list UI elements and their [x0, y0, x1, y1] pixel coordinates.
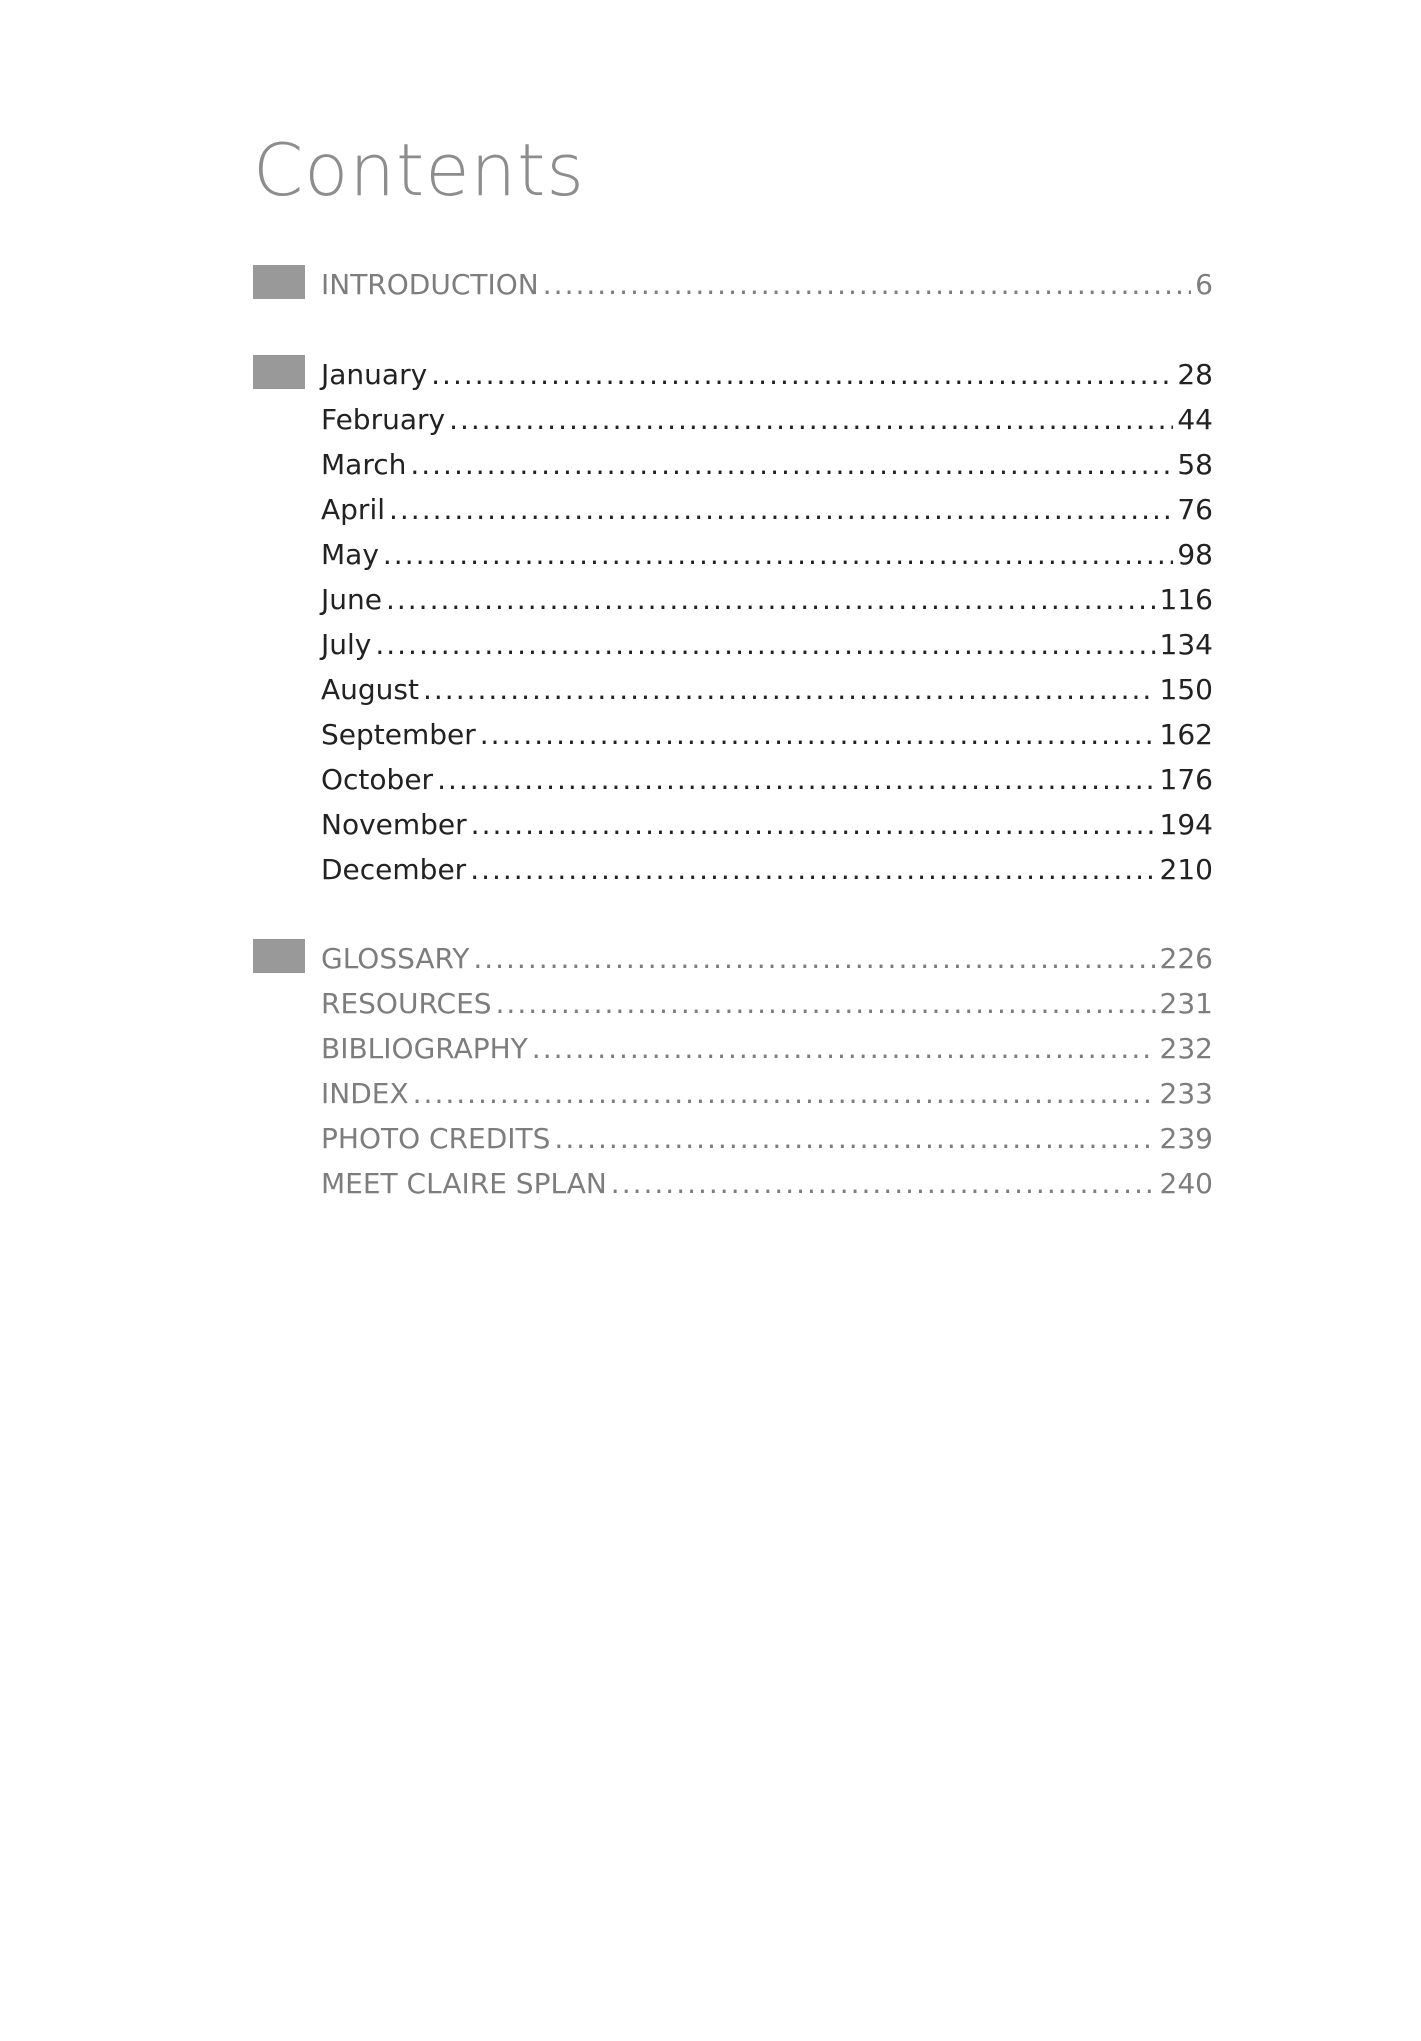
leader-dots — [449, 397, 1173, 442]
leader-dots — [437, 757, 1155, 802]
leader-dots — [413, 1071, 1156, 1116]
toc-entry-february[interactable] — [321, 397, 1213, 442]
leader-dots — [496, 981, 1156, 1026]
toc-entry-october[interactable] — [321, 757, 1213, 802]
leader-dots — [470, 847, 1155, 892]
toc-entry-label: RESOURCES — [321, 987, 492, 1020]
toc-entry-label: April — [321, 493, 385, 526]
toc-entry-label: August — [321, 673, 419, 706]
leader-dots — [389, 487, 1173, 532]
toc-entry-label: INDEX — [321, 1077, 409, 1110]
toc-entry-resources[interactable] — [321, 981, 1213, 1026]
toc-entry-label: November — [321, 808, 467, 841]
toc-entry-photo-credits[interactable] — [321, 1116, 1213, 1161]
toc-entry-november[interactable] — [321, 802, 1213, 847]
toc-entries — [321, 262, 1213, 307]
toc-entry-page: 176 — [1159, 763, 1213, 796]
leader-dots — [431, 352, 1173, 397]
leader-dots — [423, 667, 1156, 712]
toc-entry-label: September — [321, 718, 476, 751]
toc-entry-page: 76 — [1177, 493, 1213, 526]
toc-entry-april[interactable] — [321, 487, 1213, 532]
toc-entry-label: October — [321, 763, 434, 796]
toc-entry-page: 162 — [1159, 718, 1213, 751]
leader-dots — [473, 936, 1155, 981]
section-marker — [253, 265, 305, 299]
toc-entry-may[interactable] — [321, 532, 1213, 577]
toc-entry-page: 98 — [1177, 538, 1213, 571]
toc-entry-label: May — [321, 538, 379, 571]
toc-entry-september[interactable] — [321, 712, 1213, 757]
toc-entry-page: 194 — [1159, 808, 1213, 841]
toc-entries — [321, 936, 1213, 1206]
toc-entry-page: 116 — [1159, 583, 1213, 616]
toc-entry-label: INTRODUCTION — [321, 268, 539, 301]
toc-entry-page: 6 — [1195, 268, 1213, 301]
toc-entry-meet-claire-splan[interactable] — [321, 1161, 1213, 1206]
leader-dots — [480, 712, 1156, 757]
leader-dots — [611, 1161, 1156, 1206]
section-marker — [253, 355, 305, 389]
toc-entry-page: 210 — [1159, 853, 1213, 886]
toc-entry-index[interactable] — [321, 1071, 1213, 1116]
toc-entry-label: BIBLIOGRAPHY — [321, 1032, 528, 1065]
toc-entry-page: 58 — [1177, 448, 1213, 481]
toc-entry-page: 134 — [1159, 628, 1213, 661]
toc-entry-july[interactable] — [321, 622, 1213, 667]
toc-entry-page: 226 — [1159, 942, 1213, 975]
leader-dots — [383, 532, 1173, 577]
toc-entry-december[interactable] — [321, 847, 1213, 892]
toc-entry-label: March — [321, 448, 407, 481]
leader-dots — [554, 1116, 1155, 1161]
toc-entry-page: 150 — [1159, 673, 1213, 706]
toc-entry-introduction[interactable] — [321, 262, 1213, 307]
toc-entry-page: 240 — [1159, 1167, 1213, 1200]
toc-entry-glossary[interactable] — [321, 936, 1213, 981]
toc-entry-page: 233 — [1159, 1077, 1213, 1110]
toc-entry-page: 28 — [1177, 358, 1213, 391]
toc-entry-label: February — [321, 403, 446, 436]
leader-dots — [532, 1026, 1156, 1071]
toc-entry-label: December — [321, 853, 467, 886]
toc-entry-label: MEET CLAIRE SPLAN — [321, 1167, 607, 1200]
toc-entry-january[interactable] — [321, 352, 1213, 397]
toc-entry-label: GLOSSARY — [321, 942, 470, 975]
toc-entry-march[interactable] — [321, 442, 1213, 487]
section-marker — [253, 939, 305, 973]
toc-entry-june[interactable] — [321, 577, 1213, 622]
toc-entry-label: June — [321, 583, 382, 616]
toc-entry-page: 232 — [1159, 1032, 1213, 1065]
toc-entry-bibliography[interactable] — [321, 1026, 1213, 1071]
toc-entry-page: 231 — [1159, 987, 1213, 1020]
leader-dots — [410, 442, 1173, 487]
leader-dots — [543, 262, 1191, 307]
page-title: Contents — [253, 128, 585, 212]
leader-dots — [471, 802, 1156, 847]
toc-entry-page: 44 — [1177, 403, 1213, 436]
toc-entry-label: January — [321, 358, 428, 391]
toc-entries — [321, 352, 1213, 892]
leader-dots — [386, 577, 1156, 622]
toc-entry-label: July — [321, 628, 372, 661]
toc-entry-label: PHOTO CREDITS — [321, 1122, 551, 1155]
leader-dots — [375, 622, 1155, 667]
toc-entry-august[interactable] — [321, 667, 1213, 712]
toc-entry-page: 239 — [1159, 1122, 1213, 1155]
